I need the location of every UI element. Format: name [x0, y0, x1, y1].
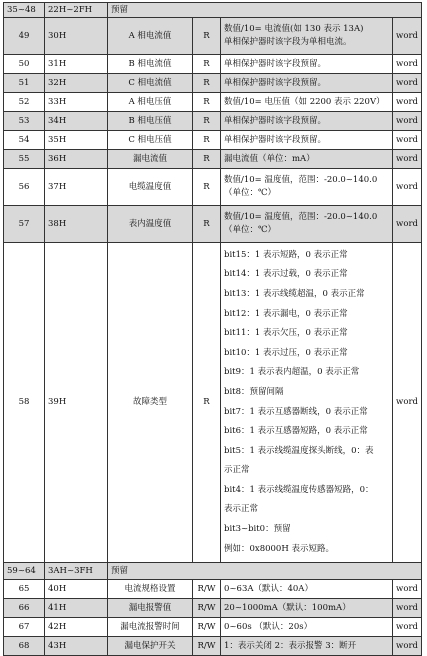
cell-rw: R	[193, 18, 221, 55]
cell-no: 35~48	[4, 3, 45, 18]
cell-name: A 相电压值	[108, 93, 193, 112]
cell-name: 表内温度值	[108, 206, 193, 243]
desc-line: bit9：1 表示表内超温，0 表示正常	[224, 367, 360, 378]
cell-name: 电缆温度值	[108, 169, 193, 206]
cell-rw: R	[193, 55, 221, 74]
cell-addr: 33H	[45, 93, 108, 112]
cell-type: word	[393, 112, 422, 131]
desc-line: 0~63A（默认：40A）	[224, 583, 313, 594]
cell-rw: R	[193, 169, 221, 206]
cell-type: word	[393, 55, 422, 74]
cell-no: 51	[4, 74, 45, 93]
cell-no: 52	[4, 93, 45, 112]
cell-no: 56	[4, 169, 45, 206]
cell-rw: R/W	[193, 637, 221, 656]
cell-desc	[221, 131, 393, 150]
table-row	[4, 3, 422, 18]
cell-type: word	[393, 93, 422, 112]
desc-line: 单相保护器时该字段为单相电流。	[224, 37, 352, 47]
cell-addr: 38H	[45, 206, 108, 243]
cell-no: 66	[4, 599, 45, 618]
table-row	[4, 563, 422, 580]
cell-desc	[221, 169, 393, 206]
desc-line: 数值/10= 温度值，范围：-20.0~140.0	[224, 212, 378, 222]
cell-name: 漏电流值	[108, 150, 193, 169]
desc-line: 数值/10= 电流值(如 130 表示 13A)	[224, 24, 364, 34]
cell-rw: R	[193, 150, 221, 169]
cell-addr: 34H	[45, 112, 108, 131]
cell-name: C 相电压值	[108, 131, 193, 150]
cell-name: A 相电流值	[108, 18, 193, 55]
register-table	[3, 2, 422, 656]
table-row	[4, 55, 422, 74]
cell-addr: 32H	[45, 74, 108, 93]
table-row	[4, 74, 422, 93]
desc-line: bit14：1 表示过载，0 表示正常	[224, 269, 348, 280]
cell-no: 53	[4, 112, 45, 131]
cell-type: word	[393, 206, 422, 243]
cell-reserved: 预留	[108, 563, 422, 580]
cell-rw: R	[193, 93, 221, 112]
table-row	[4, 150, 422, 169]
cell-name: 漏电流报警时间	[108, 618, 193, 637]
cell-desc	[221, 74, 393, 93]
cell-desc	[221, 150, 393, 169]
cell-no: 50	[4, 55, 45, 74]
cell-desc	[221, 18, 393, 55]
cell-desc	[221, 599, 393, 618]
cell-no: 57	[4, 206, 45, 243]
desc-line: （单位：℃）	[224, 225, 277, 235]
cell-desc	[221, 580, 393, 599]
table-row	[4, 169, 422, 206]
cell-addr: 30H	[45, 18, 108, 55]
table-row	[4, 599, 422, 618]
cell-rw: R	[193, 206, 221, 243]
cell-addr: 22H~2FH	[45, 3, 108, 18]
desc-line: 单相保护器时该字段预留。	[224, 134, 327, 145]
cell-desc	[221, 55, 393, 74]
cell-type: word	[393, 599, 422, 618]
cell-type: word	[393, 637, 422, 656]
cell-rw: R	[193, 243, 221, 563]
desc-line: 20~1000mA（默认：100mA）	[224, 602, 351, 613]
cell-addr: 37H	[45, 169, 108, 206]
desc-line: bit7：1 表示互感器断线，0 表示正常	[224, 406, 368, 417]
cell-no: 55	[4, 150, 45, 169]
desc-line: 漏电流值（单位：mA）	[224, 153, 315, 164]
cell-name: C 相电流值	[108, 74, 193, 93]
table-row	[4, 206, 422, 243]
cell-addr: 40H	[45, 580, 108, 599]
cell-type: word	[393, 131, 422, 150]
cell-addr: 42H	[45, 618, 108, 637]
desc-line: bit5：1 表示线缆温度探头断线，0：表	[224, 445, 374, 456]
desc-line: 数值/10= 温度值，范围：-20.0~140.0	[224, 175, 378, 185]
cell-rw: R/W	[193, 599, 221, 618]
cell-desc	[221, 206, 393, 243]
desc-line: 示正常	[224, 465, 250, 476]
cell-addr: 31H	[45, 55, 108, 74]
cell-name: 漏电保护开关	[108, 637, 193, 656]
desc-line: 例如：0x8000H 表示短路。	[224, 543, 334, 554]
cell-no: 59~64	[4, 563, 45, 580]
cell-no: 49	[4, 18, 45, 55]
cell-no: 54	[4, 131, 45, 150]
desc-line: （单位：℃）	[224, 188, 277, 198]
cell-no: 68	[4, 637, 45, 656]
desc-line: 单相保护器时该字段预留。	[224, 58, 327, 69]
table-row	[4, 243, 422, 563]
cell-rw: R	[193, 112, 221, 131]
cell-no: 65	[4, 580, 45, 599]
table-row	[4, 580, 422, 599]
cell-addr: 35H	[45, 131, 108, 150]
cell-name: 电流规格设置	[108, 580, 193, 599]
cell-desc	[221, 112, 393, 131]
cell-rw: R	[193, 131, 221, 150]
cell-name: 漏电报警值	[108, 599, 193, 618]
cell-no: 58	[4, 243, 45, 563]
cell-type: word	[393, 618, 422, 637]
cell-type: word	[393, 150, 422, 169]
table-row	[4, 93, 422, 112]
desc-line: bit3~bit0：预留	[224, 524, 291, 535]
cell-rw: R/W	[193, 580, 221, 599]
cell-type: word	[393, 243, 422, 563]
table-row	[4, 112, 422, 131]
cell-addr: 3AH~3FH	[45, 563, 108, 580]
desc-line: 1：表示关闭 2：表示报警 3：断开	[224, 640, 357, 651]
desc-line: bit4：1 表示线缆温度传感器短路，0：	[224, 484, 374, 495]
table-row	[4, 131, 422, 150]
cell-no: 67	[4, 618, 45, 637]
cell-desc	[221, 93, 393, 112]
cell-desc	[221, 243, 393, 563]
desc-line: bit13：1 表示线缆超温，0 表示正常	[224, 288, 365, 299]
cell-rw: R	[193, 74, 221, 93]
cell-type: word	[393, 169, 422, 206]
cell-reserved: 预留	[108, 3, 422, 18]
cell-rw: R/W	[193, 618, 221, 637]
table-row	[4, 18, 422, 55]
desc-line: bit15：1 表示短路，0 表示正常	[224, 249, 348, 260]
cell-name: 故障类型	[108, 243, 193, 563]
desc-line: bit10：1 表示过压，0 表示正常	[224, 347, 348, 358]
cell-name: B 相电流值	[108, 55, 193, 74]
desc-line: 数值/10= 电压值（如 2200 表示 220V）	[224, 96, 385, 107]
desc-line: 0~60s （默认：20s）	[224, 621, 313, 632]
cell-type: word	[393, 74, 422, 93]
cell-desc	[221, 637, 393, 656]
desc-line: bit8：预留间隔	[224, 386, 284, 397]
cell-type: word	[393, 18, 422, 55]
cell-name: B 相电压值	[108, 112, 193, 131]
cell-addr: 43H	[45, 637, 108, 656]
cell-addr: 36H	[45, 150, 108, 169]
cell-type: word	[393, 580, 422, 599]
desc-line: bit6：1 表示互感器短路，0 表示正常	[224, 426, 368, 437]
desc-line: 单相保护器时该字段预留。	[224, 77, 327, 88]
desc-line: bit12：1 表示漏电，0 表示正常	[224, 308, 348, 319]
table-row	[4, 637, 422, 656]
desc-line: 表示正常	[224, 504, 259, 515]
desc-line: bit11：1 表示欠压，0 表示正常	[224, 328, 348, 339]
cell-addr: 39H	[45, 243, 108, 563]
desc-line: 单相保护器时该字段预留。	[224, 115, 327, 126]
cell-addr: 41H	[45, 599, 108, 618]
